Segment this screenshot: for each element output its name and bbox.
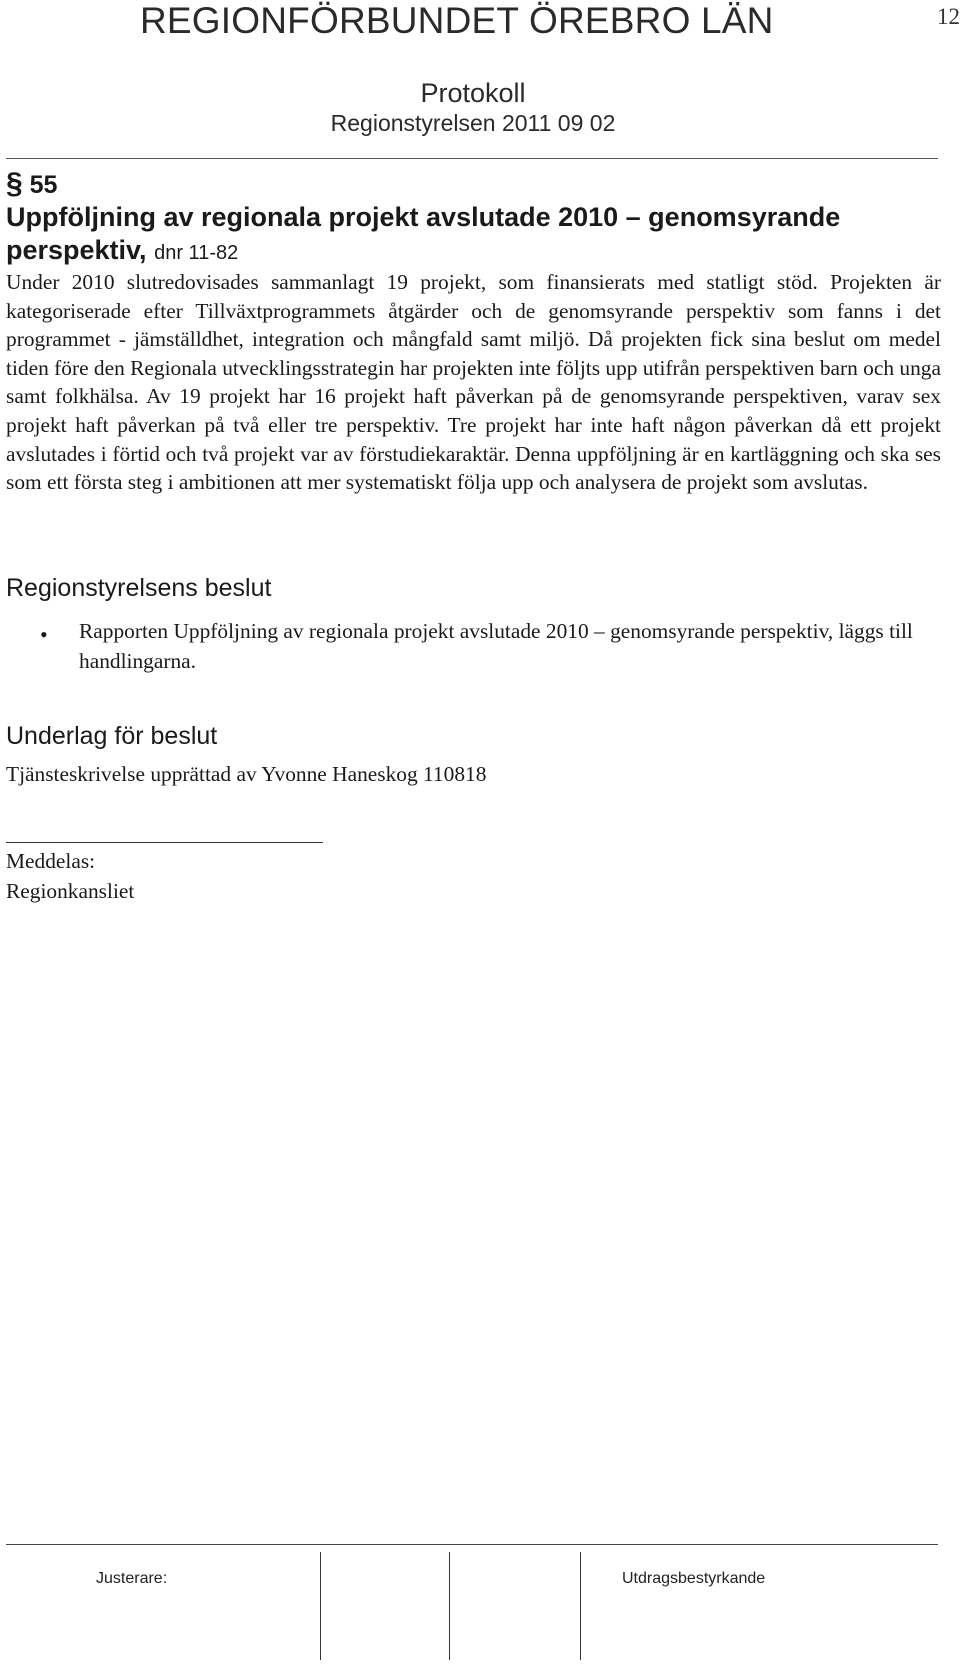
notify-block: [6, 846, 134, 906]
notify-recipient: Regionkansliet: [6, 879, 135, 903]
basis-heading: Underlag för beslut: [6, 722, 218, 750]
extract-label: Utdragsbestyrkande: [622, 1570, 766, 1587]
basis-text: Tjänsteskrivelse upprättad av Yvonne Haneskog 110818: [6, 762, 487, 786]
footer-rule: [6, 1544, 938, 1545]
paragraph-title: Uppföljning av regionala projekt avslutade 2010 – genomsyrande perspektiv,: [6, 202, 841, 265]
signature-rule: [6, 842, 323, 843]
footer-divider-1: [320, 1552, 321, 1660]
document-type: Protokoll: [420, 78, 526, 108]
paragraph-heading: [6, 201, 941, 270]
paragraph-number: [6, 168, 941, 201]
section-symbol: §: [6, 167, 23, 200]
footer-divider-3: [580, 1552, 581, 1660]
header-rule: [6, 158, 938, 159]
dnr: dnr 11-82: [154, 242, 239, 264]
section-number: 55: [29, 171, 58, 199]
footer-divider-2: [449, 1552, 450, 1660]
page-number: 12: [937, 4, 960, 29]
notify-label: Meddelas:: [6, 849, 96, 873]
body-text: Under 2010 slutredovisades sammanlagt 19 projekt, som finansierats med statligt stöd. Projekten är kategoriserade efter Tillväxtprogrammets åtgärder och de genomsyrande perspektiv som fanns i det programmet - jämställdhet, integration och mångfald samt miljö. Då projekten fick sina beslut om medel tiden före den Regionala utvecklingsstrategin har projekten inte följts upp utifrån perspektiven barn och unga samt folkhälsa. Av 19 projekt har 16 projekt haft påverkan på de genomsyrande perspektiven, varav sex projekt haft påverkan på två eller tre perspektiv. Tre projekt har inte haft någon påverkan då ett projekt avslutades i förtid och två projekt var av förstudiekaraktär. Denna uppföljning är en kartläggning och ska ses som ett första steg i ambitionen att mer systematiskt följa upp och analysera de projekt som avslutas.: [6, 270, 941, 495]
bullet: •: [40, 622, 48, 647]
adjuster-label: Justerare:: [96, 1570, 168, 1587]
organization-title: REGIONFÖRBUNDET ÖREBRO LÄN: [140, 0, 774, 41]
decision-heading: Regionstyrelsens beslut: [6, 574, 272, 602]
meeting-date: Regionstyrelsen 2011 09 02: [330, 110, 616, 136]
decision-text: Rapporten Uppföljning av regionala projekt avslutade 2010 – genomsyrande perspektiv, läggs till handlingarna.: [79, 619, 913, 673]
